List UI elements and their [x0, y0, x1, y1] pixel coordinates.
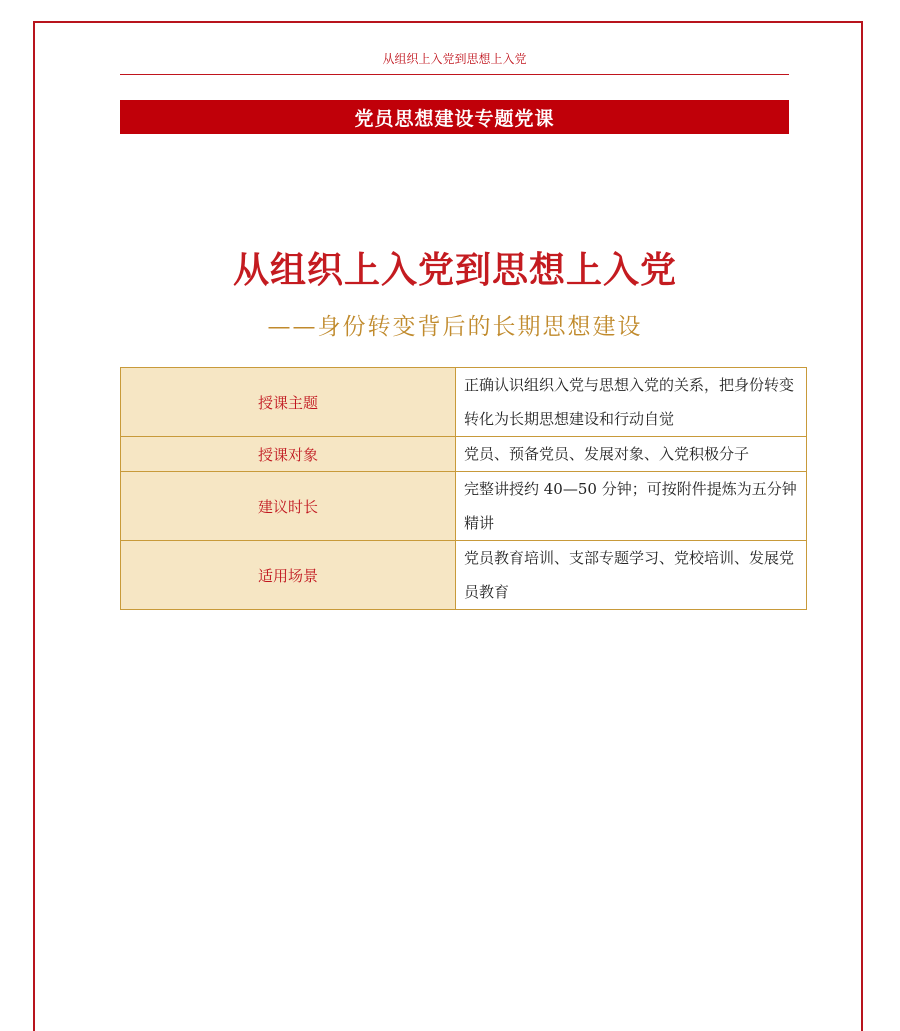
table-row-duration [121, 472, 807, 541]
table-row-topic [121, 368, 807, 437]
page-title: 从组织上入党到思想上入党 [232, 250, 677, 291]
table-label-cell: 建议时长 [121, 472, 456, 541]
banner-text: 党员思想建设专题党课 [354, 107, 555, 130]
section-banner [120, 100, 789, 134]
table-value-cell: 正确认识组织入党与思想入党的关系，把身份转变转化为长期思想建设和行动自觉 [456, 368, 807, 437]
course-info-table [120, 367, 807, 610]
page-subtitle: ——身份转变背后的长期思想建设 [267, 314, 643, 340]
table-label-cell: 适用场景 [121, 541, 456, 610]
table-value-cell: 党员、预备党员、发展对象、入党积极分子 [456, 437, 807, 472]
header-rule [120, 74, 789, 75]
table-value-cell: 完整讲授约 40—50 分钟；可按附件提炼为五分钟精讲 [456, 472, 807, 541]
table-label-cell: 授课主题 [121, 368, 456, 437]
table-row-scenario [121, 541, 807, 610]
table-value-cell: 党员教育培训、支部专题学习、党校培训、发展党员教育 [456, 541, 807, 610]
table-label-cell: 授课对象 [121, 437, 456, 472]
table-row-audience [121, 437, 807, 472]
running-header: 从组织上入党到思想上入党 [382, 52, 527, 66]
